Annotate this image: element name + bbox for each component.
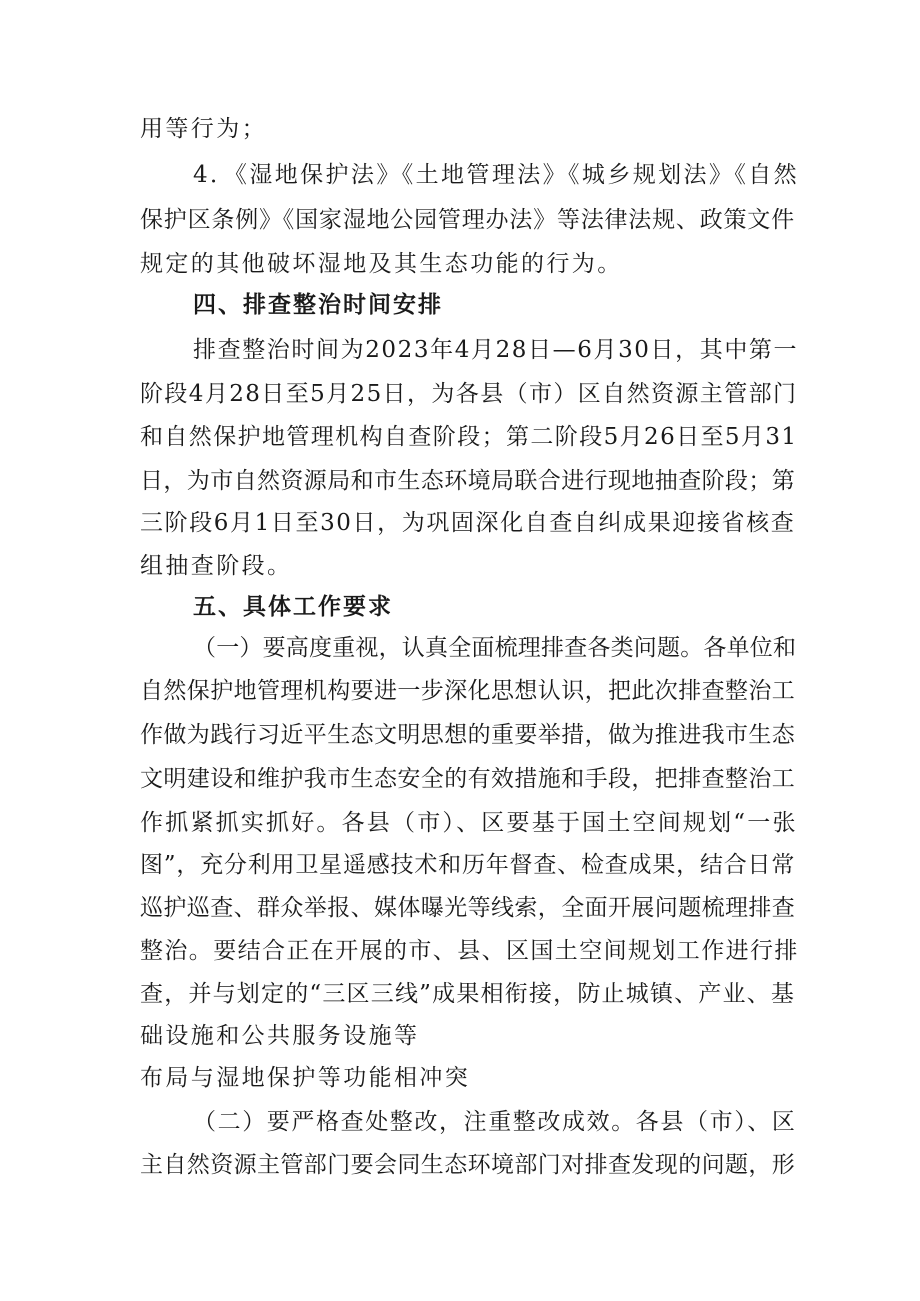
body-line: 组抽查阶段。 — [140, 553, 293, 579]
body-line: 文明建设和维护我市生态安全的有效措施和手段，把排查整治工 — [140, 766, 796, 792]
body-line: 规定的其他破坏湿地及其生态功能的行为。 — [140, 251, 623, 277]
body-line: （二）要严格查处整改，注重整改成效。各县（市）、区 — [193, 1109, 797, 1135]
body-line: 阶段4月28日至5月25日，为各县（市）区自然资源主管部门 — [140, 381, 798, 407]
body-line: 三阶段6月1日至30日，为巩固深化自查自纠成果迎接省核查 — [140, 510, 796, 536]
body-line: 排查整治时间为2023年4月28日—6月30日，其中第一 — [193, 337, 799, 363]
section-heading: 四、排查整治时间安排 — [193, 292, 443, 318]
section-heading: 五、具体工作要求 — [193, 594, 393, 620]
body-line: 布局与湿地保护等功能相冲突 — [140, 1065, 471, 1091]
body-line: 整治。要结合正在开展的市、县、区国土空间规划工作进行排 — [140, 938, 799, 964]
body-line: （一）要高度重视，认真全面梳理排查各类问题。各单位和 — [193, 635, 797, 661]
body-line: 作抓紧抓实抓好。各县（市）、区要基于国土空间规划“一张 — [140, 810, 798, 836]
body-line: 主自然资源主管部门要会同生态环境部门对排查发现的问题，形 — [140, 1152, 796, 1178]
body-line: 和自然保护地管理机构自查阶段；第二阶段5月26日至5月31 — [140, 424, 798, 450]
body-line: 查，并与划定的“三区三线”成果相衔接，防止城镇、产业、基 — [140, 981, 796, 1007]
body-line: 保护区条例》《国家湿地公园管理办法》等法律法规、政策文件 — [140, 207, 795, 233]
body-line: 图”，充分利用卫星遥感技术和历年督查、检查成果，结合日常 — [140, 852, 796, 878]
body-line: 础设施和公共服务设施等 — [140, 1023, 420, 1049]
body-line: 4．《湿地保护法》《土地管理法》《城乡规划法》《自然 — [193, 162, 800, 188]
body-line: 自然保护地管理机构要进一步深化思想认识，把此次排查整治工 — [140, 678, 796, 704]
body-line: 日，为市自然资源局和市生态环境局联合进行现地抽查阶段；第 — [140, 468, 796, 494]
body-line: 作做为践行习近平生态文明思想的重要举措，做为推进我市生态 — [140, 722, 796, 748]
body-line: 巡护巡查、群众举报、媒体曝光等线索，全面开展问题梳理排查 — [140, 895, 796, 921]
body-line: 用等行为； — [140, 116, 267, 142]
